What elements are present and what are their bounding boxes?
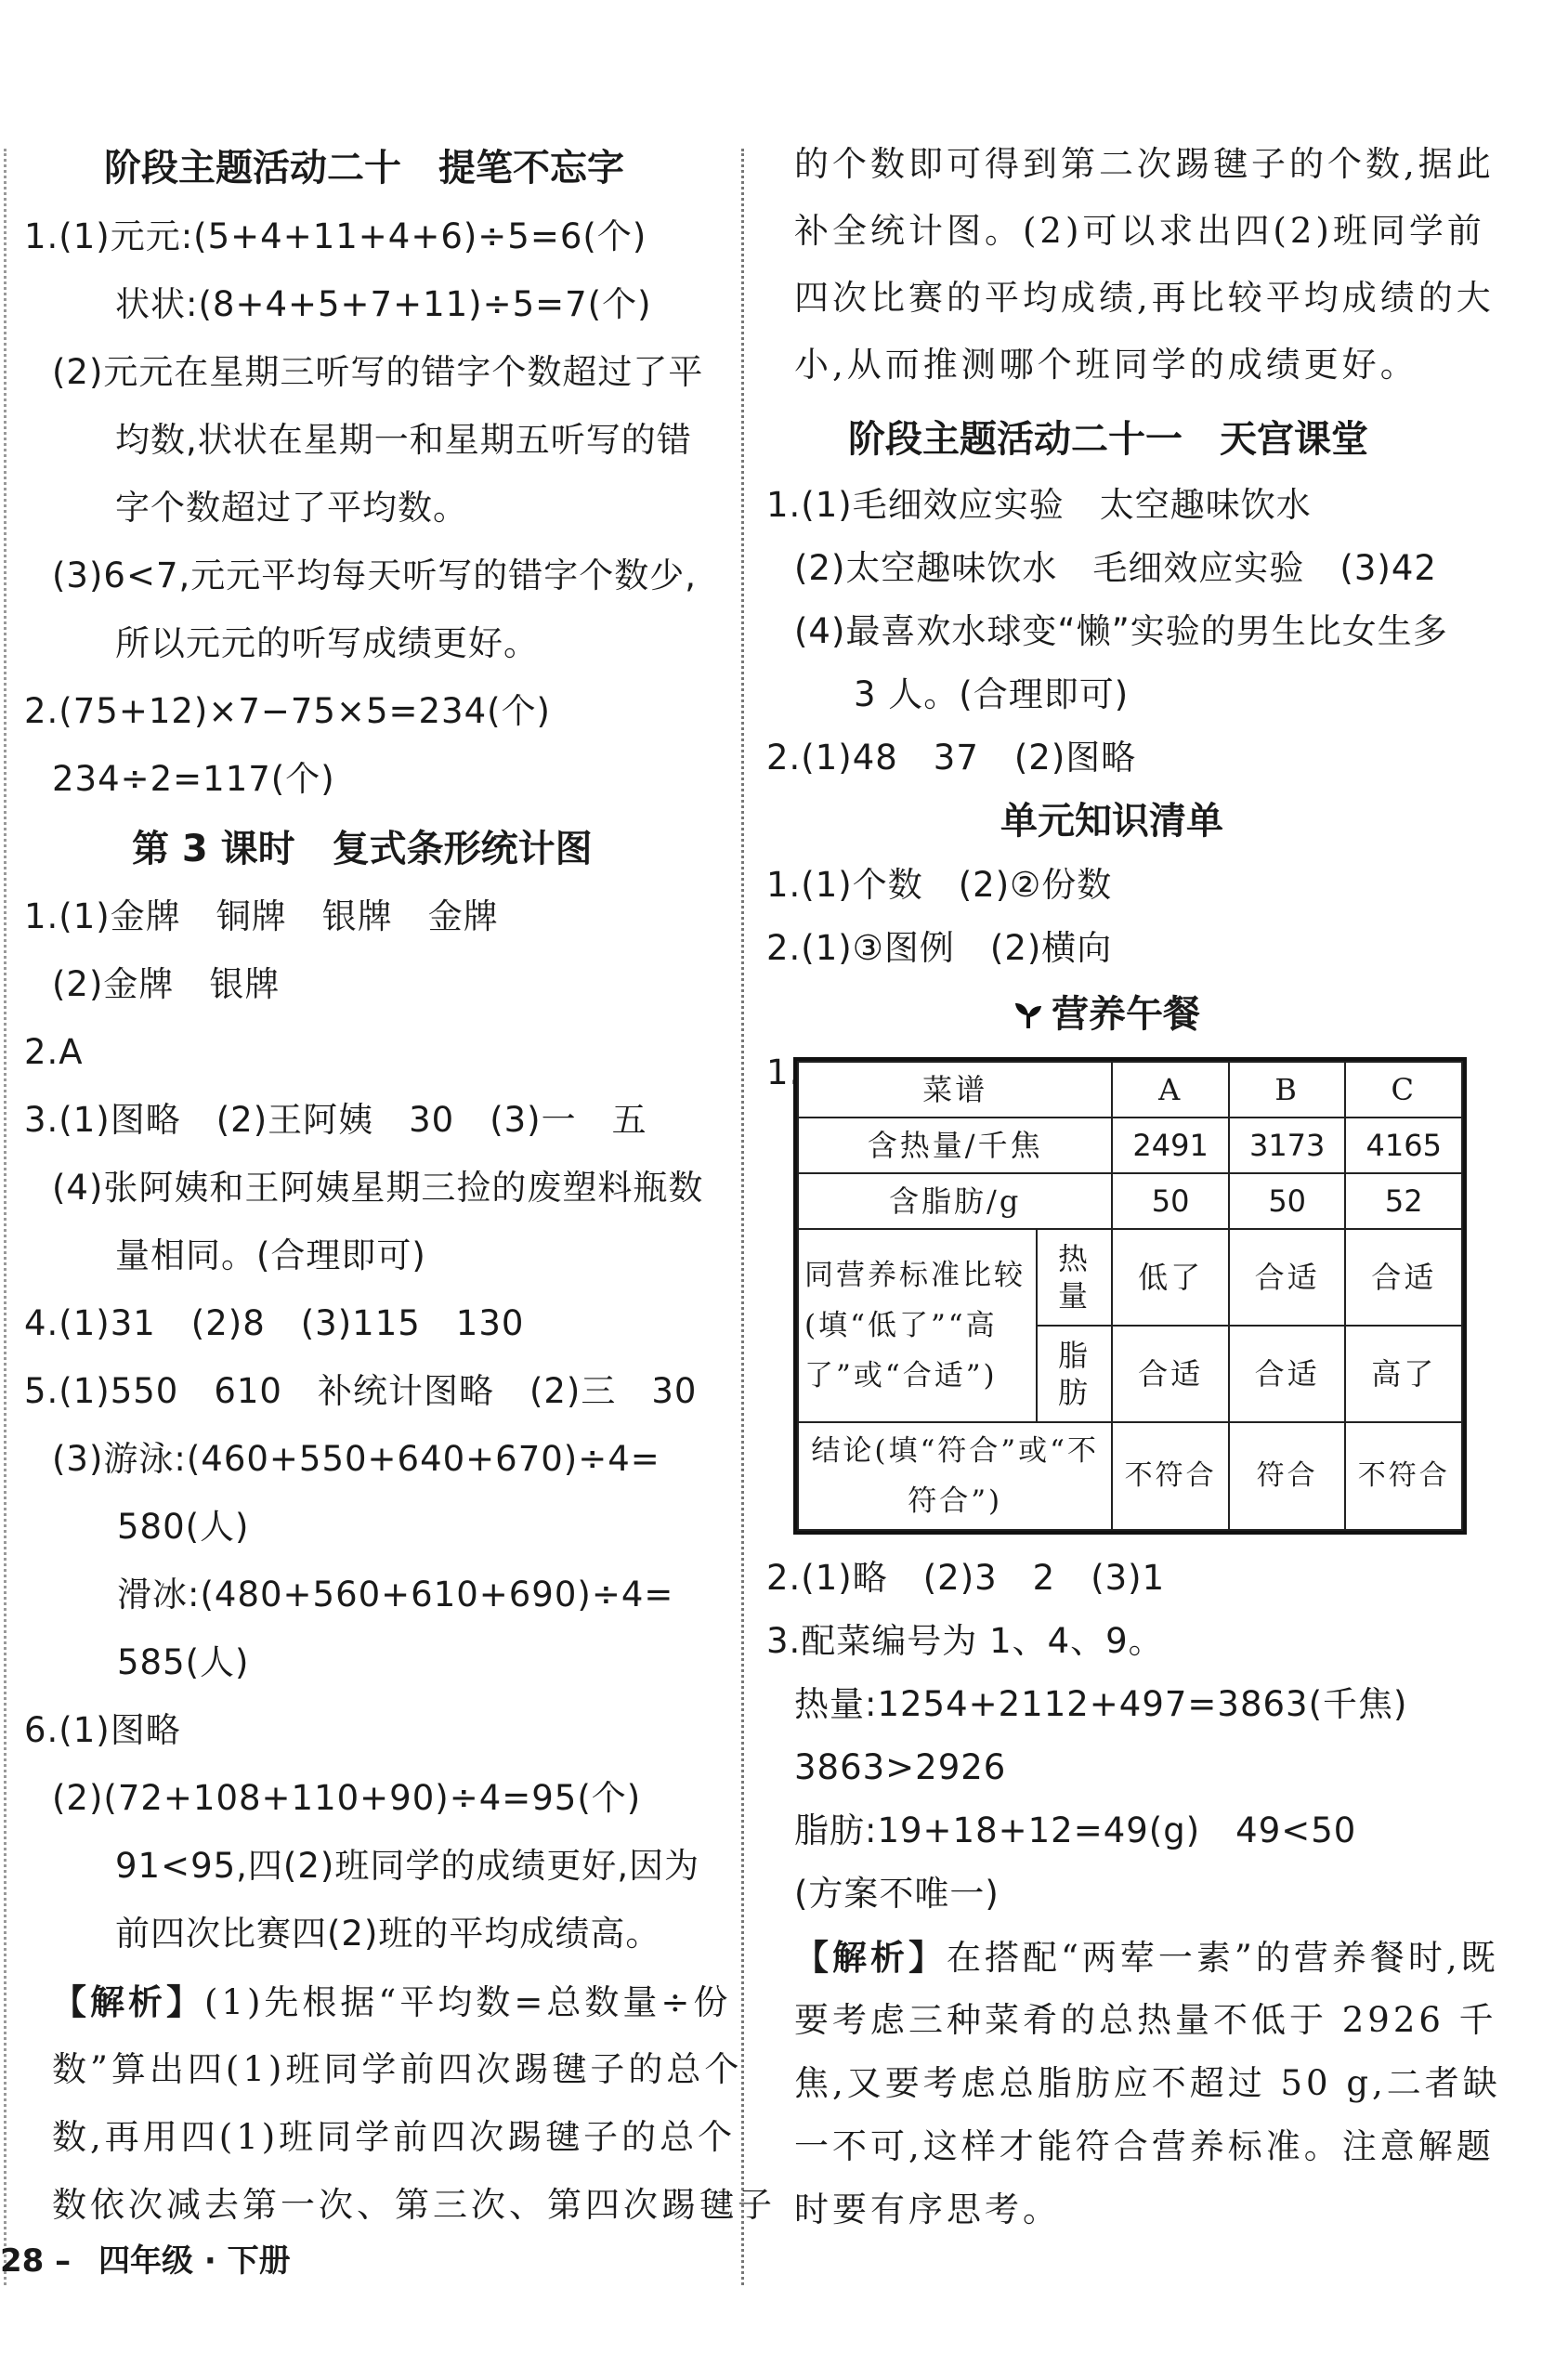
heat-compare-b: 合适 — [1229, 1229, 1346, 1326]
analysis-line: 四次比赛的平均成绩,再比较平均成绩的大 — [794, 278, 1495, 318]
lesson-heading: 第 3 课时 复式条形统计图 — [132, 828, 593, 870]
analysis-line: 焦,又要考虑总脂肪应不超过 50 g,二者缺 — [794, 2063, 1501, 2103]
analysis-line: 【解析】在搭配“两荤一素”的营养餐时,既 — [794, 1937, 1499, 1978]
heat-b: 3173 — [1229, 1118, 1346, 1173]
heat-compare-a: 低了 — [1112, 1229, 1229, 1326]
header-menu: 菜谱 — [798, 1062, 1112, 1118]
answer-line: 3.配菜编号为 1、4、9。 — [766, 1621, 1164, 1661]
answer-line: 3.(1)图略 (2)王阿姨 30 (3)一 五 — [24, 1100, 647, 1140]
page-footer — [0, 2241, 291, 2281]
answer-line: 1.(1)个数 (2)②份数 — [766, 865, 1113, 905]
analysis-label: 【解析】 — [794, 1937, 947, 1978]
page-number: 28 — [0, 2242, 45, 2280]
analysis-line: 数,再用四(1)班同学前四次踢毽子的总个 — [52, 2117, 737, 2157]
grade-label: 四年级 · 下册 — [98, 2242, 291, 2280]
row-label-conclusion: 结论(填“符合”或“不符合”) — [798, 1422, 1112, 1530]
answer-line: 5.(1)550 610 补统计图略 (2)三 30 — [24, 1371, 698, 1411]
nutrition-lunch-heading: 营养午餐 — [1013, 990, 1200, 1039]
answer-line: 234÷2=117(个) — [52, 759, 335, 799]
answer-line: (2)元元在星期三听写的错字个数超过了平 — [52, 352, 704, 392]
answer-line: (4)最喜欢水球变“懒”实验的男生比女生多 — [794, 611, 1448, 651]
analysis-label: 【解析】 — [52, 1981, 204, 2022]
analysis-line: 【解析】(1)先根据“平均数=总数量÷份 — [52, 1981, 732, 2022]
answer-line: (2)金牌 银牌 — [52, 964, 281, 1004]
answer-line: 均数,状状在星期一和星期五听写的错 — [115, 420, 692, 460]
fat-c: 52 — [1345, 1173, 1462, 1229]
answer-line: (方案不唯一) — [794, 1874, 1000, 1914]
fat-compare-c: 高了 — [1345, 1326, 1462, 1422]
heat-a: 2491 — [1112, 1118, 1229, 1173]
answer-line: 6.(1)图略 — [24, 1710, 181, 1750]
fat-a: 50 — [1112, 1173, 1229, 1229]
answer-line: 1.(1)毛细效应实验 太空趣味饮水 — [766, 485, 1312, 525]
answer-line: 2.A — [24, 1032, 84, 1072]
answer-line: 所以元元的听写成绩更好。 — [115, 623, 539, 663]
answer-line: 2.(1)48 37 (2)图略 — [766, 738, 1137, 778]
answer-line: 2.(1)略 (2)3 2 (3)1 — [766, 1558, 1166, 1598]
analysis-line: 要考虑三种菜肴的总热量不低于 2926 千 — [794, 2000, 1497, 2040]
answer-line: (3)游泳:(460+550+640+670)÷4= — [52, 1439, 660, 1479]
column-divider — [741, 149, 744, 2285]
answer-line: 2.(75+12)×7−75×5=234(个) — [24, 691, 551, 731]
analysis-line: 数依次减去第一次、第三次、第四次踢毽子 — [52, 2185, 776, 2225]
heat-c: 4165 — [1345, 1118, 1462, 1173]
row-label-heat: 含热量/千焦 — [798, 1118, 1112, 1173]
answer-line: 状状:(8+4+5+7+11)÷5=7(个) — [115, 284, 652, 324]
answer-line: 1.(1)金牌 铜牌 银牌 金牌 — [24, 896, 499, 936]
left-margin-rule — [4, 149, 7, 2285]
analysis-line: 补全统计图。(2)可以求出四(2)班同学前 — [794, 211, 1485, 251]
header-col-c: C — [1345, 1062, 1462, 1118]
answer-line: (2)(72+108+110+90)÷4=95(个) — [52, 1778, 642, 1818]
section-heading-21: 阶段主题活动二十一 天宫课堂 — [848, 418, 1368, 461]
sprout-icon — [1013, 999, 1044, 1030]
analysis-line: 时要有序思考。 — [794, 2190, 1061, 2229]
conclusion-b: 符合 — [1229, 1422, 1346, 1530]
section-heading-20: 阶段主题活动二十 提笔不忘字 — [104, 147, 624, 190]
unit-summary-heading: 单元知识清单 — [1000, 800, 1223, 843]
heat-compare-c: 合适 — [1345, 1229, 1462, 1326]
answer-line: 91<95,四(2)班同学的成绩更好,因为 — [115, 1846, 700, 1886]
nutrition-table-wrapper — [793, 1057, 1467, 1538]
answer-line: 热量:1254+2112+497=3863(千焦) — [794, 1684, 1408, 1724]
answer-line: (2)太空趣味饮水 毛细效应实验 (3)42 — [794, 548, 1437, 588]
answer-line: 3 人。(合理即可) — [854, 674, 1130, 714]
row-label-compare: 同营养标准比较(填“低了”“高了”或“合适”) — [798, 1229, 1037, 1422]
analysis-line: 一不可,这样才能符合营养标准。注意解题 — [794, 2126, 1495, 2166]
footer-separator: – — [55, 2242, 72, 2280]
conclusion-c: 不符合 — [1345, 1422, 1462, 1530]
answer-line: 3863>2926 — [794, 1747, 1007, 1787]
answer-line: 字个数超过了平均数。 — [115, 488, 468, 528]
answer-line: 滑冰:(480+560+610+690)÷4= — [117, 1575, 674, 1614]
header-col-a: A — [1112, 1062, 1229, 1118]
answer-line: 2.(1)③图例 (2)横向 — [766, 928, 1113, 968]
analysis-line: 的个数即可得到第二次踢毽子的个数,据此 — [794, 144, 1495, 184]
answer-line: 量相同。(合理即可) — [115, 1235, 426, 1275]
fat-compare-a: 合适 — [1112, 1326, 1229, 1422]
sub-label-fat: 脂肪 — [1037, 1326, 1113, 1422]
analysis-line: 数”算出四(1)班同学前四次踢毽子的总个 — [52, 2049, 743, 2089]
conclusion-a: 不符合 — [1112, 1422, 1229, 1530]
row-label-fat: 含脂肪/g — [798, 1173, 1112, 1229]
fat-compare-b: 合适 — [1229, 1326, 1346, 1422]
answer-line: 前四次比赛四(2)班的平均成绩高。 — [115, 1914, 661, 1954]
fat-b: 50 — [1229, 1173, 1346, 1229]
question-number: 1. — [766, 1052, 802, 1092]
nutrition-table — [797, 1061, 1463, 1531]
answer-line: 4.(1)31 (2)8 (3)115 130 — [24, 1303, 525, 1343]
answer-line: (4)张阿姨和王阿姨星期三捡的废塑料瓶数 — [52, 1168, 704, 1208]
answer-line: 脂肪:19+18+12=49(g) 49<50 — [794, 1810, 1357, 1850]
answer-line: 580(人) — [117, 1507, 250, 1547]
analysis-line: 小,从而推测哪个班同学的成绩更好。 — [794, 345, 1418, 385]
answer-line: 585(人) — [117, 1642, 250, 1682]
nutrition-table-frame — [793, 1057, 1467, 1535]
answer-line: (3)6<7,元元平均每天听写的错字个数少, — [52, 556, 698, 595]
header-col-b: B — [1229, 1062, 1346, 1118]
sub-label-heat: 热量 — [1037, 1229, 1113, 1326]
answer-line: 1.(1)元元:(5+4+11+4+6)÷5=6(个) — [24, 216, 647, 256]
